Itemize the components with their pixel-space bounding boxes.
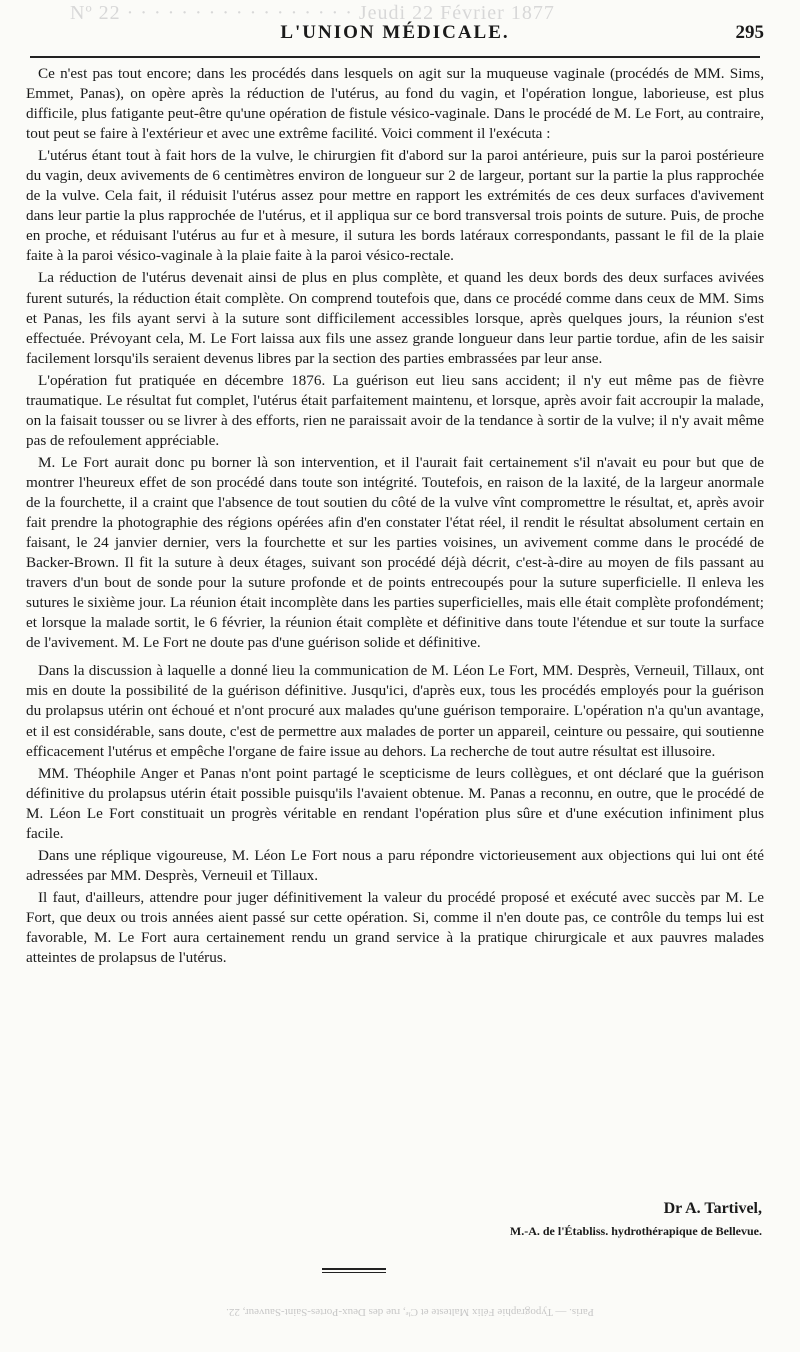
running-title: L'UNION MÉDICALE.: [280, 22, 510, 43]
paragraph: Ce n'est pas tout encore; dans les procédés dans lesquels on agit sur la muqueuse vaginale (procédés de MM. Sims, Emmet, Panas), on opère après la réduction de l'utérus, au fond du vagin, et l'opération longue, laborieuse, est plus difficile, plus fatigante peut-être qu'une opération de fistule vésico-vaginale. Dans le procédé de M. Le Fort, au contraire, tout peut se faire à l'extérieur et avec une extrême facilité. Voici comment il l'exécuta :: [26, 65, 764, 143]
paragraph: M. Le Fort aurait donc pu borner là son intervention, et il l'aurait fait certainement s'il n'avait eu pour but que de montrer l'heureux effet de son procédé dans toute son intégrité. Toutefois, en raison de la laxité, de la largeur anormale de la fourchette, il a craint que l'absence de tout soutien du côté de la vulve vînt compromettre le résultat, et, après avoir fait prendre la photographie des régions opérées afin d'en constater l'état réel, il rendit le résultat absolument certain en faisant, le 24 janvier dernier, vers la fourchette et sur les parties voisines, un avivement comme dans le procédé de Backer-Brown. Il fit la suture à deux étages, suivant son procédé déjà décrit, c'est-à-dire au moyen de fils passant au travers d'un bout de sonde pour la suture profonde et de points entrecoupés pour la suture superficielle. Il enleva les sutures le sixième jour. La réunion était incomplète dans les parties superficielles, mais elle était complète profondément; et lorsque la malade sortit, le 6 février, la réunion était complète et définitive dans toute l'étendue et sur toute la surface de l'avivement. M. Le Fort ne doute pas d'une guérison solide et définitive.: [26, 453, 764, 652]
paragraph: MM. Théophile Anger et Panas n'ont point partagé le scepticisme de leurs collègues, et ont déclaré que la guérison définitive du prolapsus utérin était possible puisqu'ils l'avaient obtenue. M. Panas a reconnu, en outre, que le procédé de M. Léon Le Fort constituait un progrès véritable en rendant l'opération plus sûre et d'une exécution infiniment plus facile.: [26, 764, 764, 842]
paragraph: L'opération fut pratiquée en décembre 1876. La guérison eut lieu sans accident; il n'y eut même pas de fièvre traumatique. Le résultat fut complet, l'utérus était parfaitement maintenu, et lorsque, après avoir fait accroupir la malade, on la faisait tousser ou se livrer à des efforts, rien ne paraissait avoir de la tendance à sortir de la vulve; il n'y avait même pas de refoulement appréciable.: [26, 371, 764, 449]
paragraph: Il faut, d'ailleurs, attendre pour juger définitivement la valeur du procédé proposé et exécuté avec succès par M. Le Fort, que deux ou trois années aient passé sur cette opération. Si, comme il n'en doute pas, ce contrôle du temps lui est favorable, M. Le Fort aura certainement rendu un grand service à la pratique chirurgicale et aux pauvres malades atteintes de prolapsus de l'utérus.: [26, 888, 764, 967]
page-header: [26, 0, 764, 58]
author-name: Dr A. Tartivel,: [663, 1200, 762, 1217]
paragraph: Dans une réplique vigoureuse, M. Léon Le Fort nous a paru répondre victorieusement aux objections qui lui ont été adressées par MM. Desprès, Verneuil et Tillaux.: [26, 846, 764, 884]
end-rule-thin: [322, 1272, 386, 1273]
bleed-through-footer: Paris. — Typographie Félix Malteste et Cⁱᵉ, rue des Deux-Portes-Saint-Sauveur, 22.: [226, 1306, 594, 1318]
author-affiliation: M.-A. de l'Établiss. hydrothérapique de Bellevue.: [509, 1224, 762, 1238]
paragraph: L'utérus étant tout à fait hors de la vulve, le chirurgien fit d'abord sur la paroi antérieure, puis sur la paroi postérieure du vagin, deux avivements de 6 centimètres environ de longueur sur 2 de largeur, portant sur la partie la plus rapprochée de la vulve. Cela fait, il réduisit l'utérus assez pour mettre en rapport les extrémités de ces deux surfaces d'avivement dans leur partie la plus rapprochée de l'utérus, et il appliqua sur ce bord transversal trois points de suture. Puis, de proche en proche, et réduisant l'utérus au fur et à mesure, il sutura les bords latéraux correspondants, passant le fil de la plaie faite à la paroi vésico-vaginale à la plaie faite à la paroi vésico-rectale.: [26, 147, 764, 265]
header-rule: [30, 56, 760, 58]
author-signature: [510, 1198, 762, 1242]
paragraph: Dans la discussion à laquelle a donné lieu la communication de M. Léon Le Fort, MM. Desprès, Verneuil, Tillaux, ont mis en doute la possibilité de la guérison définitive. Jusqu'ici, d'après eux, tous les procédés employés pour la guérison du prolapsus utérin ont échoué et n'ont procuré aux malades qu'une guérison temporaire. L'opération n'a qu'un avantage, et il est considérable, sans doute, c'est de permettre aux malades de porter un appareil, ceinture ou pessaire, qui soutienne efficacement l'utérus et empêche l'organe de faire issue au dehors. La recherche de tout autre résultat est illusoire.: [26, 662, 764, 760]
bleed-through-text: Nº 22 · · · · · · · · · · · · · · · · · Jeudi 22 Février 1877: [70, 2, 555, 24]
end-rule: [322, 1268, 386, 1270]
page-number: 295: [735, 22, 764, 43]
article-body: [26, 64, 764, 970]
paragraph: La réduction de l'utérus devenait ainsi de plus en plus complète, et quand les deux bords des deux surfaces avivées furent suturés, la réduction était complète. On comprend toutefois que, dans ce procédé comme dans ceux de MM. Sims et Panas, les fils ayant servi à la suture sont difficilement accessibles lorsque, après quelques jours, la réunion s'est effectuée. Prévoyant cela, M. Le Fort laissa aux fils une assez grande longueur dans leur partie tordue, afin de les saisir facilement lorsqu'ils seraient devenus libres par la section des parties embrassées par leur anse.: [26, 269, 764, 367]
